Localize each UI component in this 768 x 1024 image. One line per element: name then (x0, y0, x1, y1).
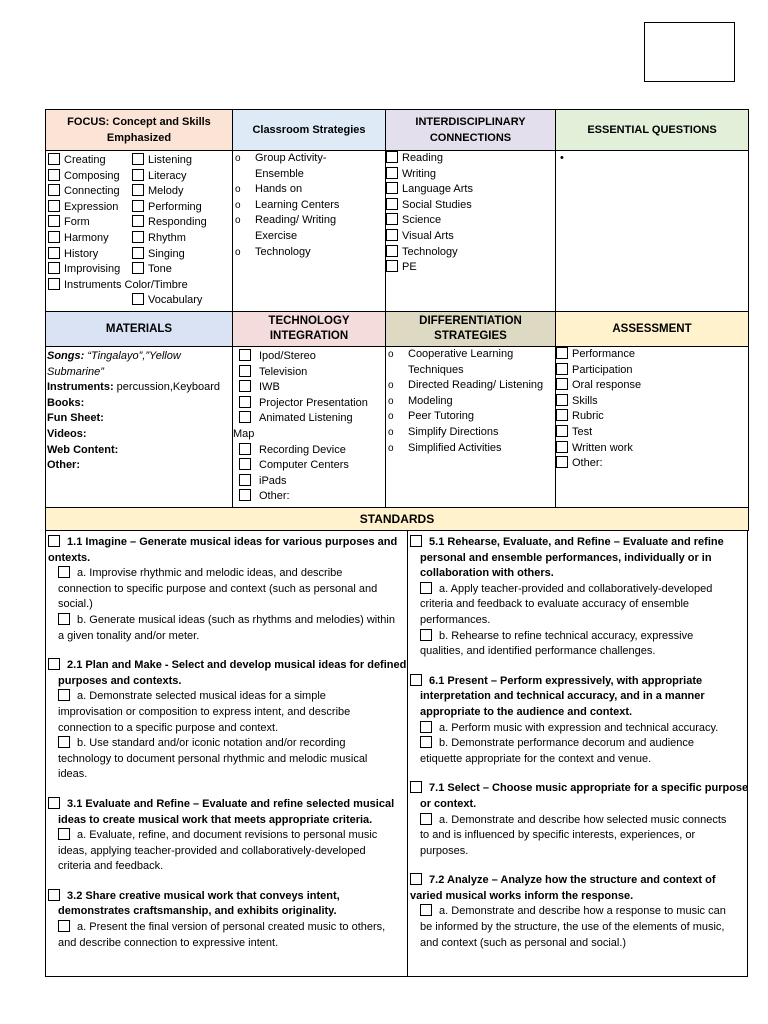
bullet-icon: o (235, 215, 241, 227)
checkbox[interactable] (58, 689, 70, 701)
standard-1-1: 1.1 Imagine – Generate musical ideas for various purposes and ontexts. a. Improvise rhythmic and melodic ideas, and describe connection to specific purpose and context (such as personal and social.) b. Generate musical ideas (such as rhythms and melodies) within a given tonality and/or meter. (48, 536, 398, 642)
checkbox[interactable] (132, 231, 144, 243)
interdisciplinary-item[interactable]: Technology (386, 245, 555, 261)
checkbox[interactable] (410, 873, 422, 885)
interdisciplinary-item[interactable]: PE (386, 260, 555, 276)
checkbox[interactable] (132, 262, 144, 274)
checkbox[interactable] (556, 347, 568, 359)
checkbox[interactable] (58, 828, 70, 840)
checkbox[interactable] (386, 260, 398, 272)
checkbox[interactable] (239, 474, 251, 486)
focus-item[interactable]: Singing (132, 247, 207, 263)
focus-item[interactable]: Responding (132, 215, 207, 231)
focus-item[interactable]: Instruments Color/Timbre (48, 278, 188, 294)
checkbox[interactable] (386, 245, 398, 257)
checkbox[interactable] (386, 198, 398, 210)
focus-cell (46, 151, 233, 312)
checkbox[interactable] (48, 262, 60, 274)
checkbox[interactable] (48, 200, 60, 212)
checkbox[interactable] (132, 215, 144, 227)
interdisciplinary-item[interactable]: Visual Arts (386, 229, 555, 245)
checkbox[interactable] (386, 213, 398, 225)
checkbox[interactable] (132, 247, 144, 259)
assessment-item[interactable]: Written work (556, 441, 748, 457)
focus-item[interactable]: Melody (132, 184, 207, 200)
materials-other: Other: (47, 459, 80, 472)
checkbox[interactable] (410, 535, 422, 547)
strategy-item: Learning Centers (255, 198, 340, 211)
bullet-icon: o (235, 246, 241, 258)
interdisciplinary-item[interactable]: Science (386, 213, 555, 229)
blank-corner-box (644, 22, 735, 82)
assessment-cell (556, 347, 749, 508)
interdisciplinary-item[interactable]: Writing (386, 167, 555, 183)
standard-7-2: 7.2 Analyze – Analyze how the structure and context of varied musical works inform the response. a. Demonstrate and describe how a response to music can be informed by the structure, the use of the elements of music, and context (such as personal and social.) (410, 874, 726, 949)
materials-songs: Songs: “Tingalayo”,”Yellow Submarine” (47, 350, 181, 378)
technology-item[interactable]: IWB (233, 380, 385, 396)
technology-item[interactable]: Other: (233, 489, 385, 505)
technology-item[interactable]: Projector Presentation (233, 396, 385, 412)
focus-item[interactable]: Vocabulary (132, 293, 207, 309)
checkbox[interactable] (58, 920, 70, 932)
standard-3-1: 3.1 Evaluate and Refine – Evaluate and refine selected musical ideas to create musical work that meets appropriate criteria. a. Evaluate, refine, and document revisions to personal music ideas, applying teacher-provided and collaboratively-developed criteria and feedback. (48, 797, 405, 875)
focus-item-color-timbre: Color/Timbre (124, 278, 188, 291)
assessment-item[interactable]: Oral response (556, 378, 748, 394)
strategy-item: Group Activity- (255, 152, 327, 164)
checkbox[interactable] (58, 566, 70, 578)
bullet-icon: • (560, 152, 564, 164)
checkbox[interactable] (239, 380, 251, 392)
header-assessment: ASSESSMENT (556, 312, 749, 347)
checkbox[interactable] (58, 736, 70, 748)
checkbox[interactable] (132, 184, 144, 196)
focus-item[interactable]: Harmony (48, 231, 188, 247)
checkbox[interactable] (239, 443, 251, 455)
checkbox[interactable] (48, 231, 60, 243)
differentiation-item-cont: Techniques (408, 363, 464, 376)
checkbox[interactable] (239, 349, 251, 361)
materials-fun-sheet: Fun Sheet: (47, 412, 104, 425)
header-differentiation: DIFFERENTIATION STRATEGIES (386, 312, 556, 347)
strategy-item-cont: Exercise (255, 229, 298, 242)
checkbox[interactable] (48, 169, 60, 181)
bullet-icon: o (235, 199, 241, 211)
header-technology-integration: TECHNOLOGY INTEGRATION (233, 312, 386, 347)
checkbox[interactable] (386, 229, 398, 241)
checkbox[interactable] (48, 153, 60, 165)
bullet-icon: o (388, 380, 394, 392)
focus-item[interactable]: Rhythm (132, 231, 207, 247)
checkbox[interactable] (132, 200, 144, 212)
assessment-item[interactable]: Performance (556, 347, 748, 363)
checkbox[interactable] (48, 184, 60, 196)
assessment-item[interactable]: Skills (556, 394, 748, 410)
checkbox[interactable] (556, 378, 568, 390)
differentiation-item: Modeling (408, 394, 453, 407)
materials-books: Books: (47, 396, 85, 409)
standard-7-1: 7.1 Select – Choose music appropriate for a specific purpose or context. a. Demonstrate and describe how selected music connects to and is influenced by specific interests, experiences, or purposes. (410, 781, 746, 859)
bullet-icon: o (388, 426, 394, 438)
interdisciplinary-cell (386, 151, 556, 312)
checkbox[interactable] (48, 535, 60, 547)
differentiation-cell (386, 347, 556, 508)
strategy-item: Reading/ Writing (255, 214, 337, 227)
checkbox[interactable] (420, 813, 432, 825)
checkbox[interactable] (556, 394, 568, 406)
technology-item[interactable]: iPads (233, 474, 385, 490)
focus-item[interactable]: Literacy (132, 169, 207, 185)
checkbox[interactable] (239, 365, 251, 377)
essential-questions-cell[interactable] (556, 151, 749, 312)
focus-item[interactable]: Expression (48, 200, 188, 216)
checkbox[interactable] (386, 167, 398, 179)
differentiation-item: Cooperative Learning (408, 348, 514, 360)
checkbox[interactable] (132, 153, 144, 165)
header-focus: FOCUS: Concept and Skills Emphasized (46, 110, 233, 151)
focus-item[interactable]: Performing (132, 200, 207, 216)
checkbox[interactable] (239, 396, 251, 408)
assessment-item[interactable]: Participation (556, 363, 748, 379)
interdisciplinary-item[interactable]: Language Arts (386, 182, 555, 198)
checkbox[interactable] (48, 215, 60, 227)
checkbox[interactable] (410, 781, 422, 793)
strategy-item: Technology (255, 245, 311, 258)
standard-2-1: 2.1 Plan and Make - Select and develop musical ideas for defined purposes and contexts. a. Demonstrate selected musical ideas for a simple improvisation or composition to express intent, and describe connection to a specific purpose and context. b. Use standard and/or iconic notation and/or recording technology to document personal rhythmic and melodic musical ideas. (48, 658, 405, 783)
standards-right-column (408, 531, 748, 965)
checkbox[interactable] (386, 151, 398, 163)
header-interdisciplinary: INTERDISCIPLINARY CONNECTIONS (386, 110, 556, 151)
focus-item[interactable]: Creating (48, 153, 188, 169)
standard-6-1: 6.1 Present – Perform expressively, with appropriate interpretation and technical accuracy, and in a manner appropriate to the audience and context. a. Perform music with expression and technical accuracy. b. Demonstrate performance decorum and audience etiquette appropriate for the context and venue. (410, 674, 746, 768)
materials-cell (46, 347, 233, 508)
technology-item[interactable]: Animated Listening (233, 411, 385, 427)
differentiation-item: Directed Reading/ Listening (408, 379, 544, 392)
checkbox[interactable] (239, 458, 251, 470)
bullet-icon: o (388, 411, 394, 423)
standards-title: STANDARDS (46, 508, 749, 531)
header-classroom-strategies: Classroom Strategies (233, 110, 386, 151)
focus-list-right (132, 153, 207, 309)
bullet-icon: o (235, 184, 241, 196)
focus-item[interactable]: Listening (132, 153, 207, 169)
checkbox[interactable] (132, 169, 144, 181)
standard-3-2: 3.2 Share creative musical work that conveys intent, demonstrates craftsmanship, and exhibits originality. a. Present the final version of personal created music to others, and describe connection to expressive intent. (48, 889, 405, 951)
differentiation-item: Simplify Directions (408, 425, 499, 438)
checkbox[interactable] (420, 721, 432, 733)
technology-item[interactable]: Television (233, 365, 385, 381)
focus-item[interactable]: Form (48, 215, 188, 231)
checkbox[interactable] (239, 411, 251, 423)
assessment-item[interactable]: Rubric (556, 409, 748, 425)
checkbox[interactable] (420, 629, 432, 641)
interdisciplinary-item[interactable]: Reading (386, 151, 555, 167)
materials-web-content: Web Content: (47, 443, 119, 456)
checkbox[interactable] (420, 582, 432, 594)
technology-item[interactable]: Recording Device (233, 443, 385, 459)
classroom-strategies-cell (233, 151, 386, 312)
header-materials: MATERIALS (46, 312, 233, 347)
checkbox[interactable] (48, 247, 60, 259)
checkbox[interactable] (58, 613, 70, 625)
strategy-item-cont: Ensemble (255, 167, 304, 180)
checkbox[interactable] (239, 489, 251, 501)
materials-videos: Videos: (47, 427, 87, 440)
bullet-icon: o (388, 395, 394, 407)
technology-item[interactable]: Ipod/Stereo (233, 349, 385, 365)
focus-item[interactable]: Composing (48, 169, 188, 185)
standards-left-column (46, 531, 407, 965)
focus-item[interactable]: History (48, 247, 188, 263)
differentiation-item: Simplified Activities (408, 441, 502, 454)
technology-cell (233, 347, 386, 508)
header-essential-questions: ESSENTIAL QUESTIONS (556, 110, 749, 151)
strategy-item: Hands on (255, 183, 303, 196)
interdisciplinary-item[interactable]: Social Studies (386, 198, 555, 214)
focus-item[interactable]: Connecting (48, 184, 188, 200)
checkbox[interactable] (556, 456, 568, 468)
checkbox[interactable] (410, 674, 422, 686)
materials-instruments: Instruments: percussion,Keyboard (47, 381, 221, 394)
lesson-plan-table (45, 109, 749, 531)
differentiation-item: Peer Tutoring (408, 410, 475, 423)
checkbox[interactable] (48, 658, 60, 670)
checkbox[interactable] (420, 904, 432, 916)
technology-item[interactable]: Computer Centers (233, 458, 385, 474)
checkbox[interactable] (48, 278, 60, 290)
checkbox[interactable] (556, 363, 568, 375)
checkbox[interactable] (48, 797, 60, 809)
bullet-icon: o (235, 153, 241, 164)
assessment-item[interactable]: Test (556, 425, 748, 441)
checkbox[interactable] (556, 409, 568, 421)
bullet-icon: o (388, 442, 394, 454)
checkbox[interactable] (556, 441, 568, 453)
focus-item[interactable]: Improvising (48, 262, 188, 278)
checkbox[interactable] (556, 425, 568, 437)
standard-5-1: 5.1 Rehearse, Evaluate, and Refine – Evaluate and refine personal and ensemble performances, individually or in collaboration with others. a. Apply teacher-provided and collaboratively-developed criteria and feedback to evaluate accuracy of ensemble performances. b. Rehearse to refine technical accuracy, expressive qualities, and identified performance challenges. (410, 535, 746, 660)
standards-body (45, 531, 748, 977)
focus-item[interactable]: Tone (132, 262, 207, 278)
checkbox[interactable] (420, 736, 432, 748)
checkbox[interactable] (132, 293, 144, 305)
checkbox[interactable] (48, 889, 60, 901)
technology-item-cont: Map (233, 427, 255, 440)
assessment-item[interactable]: Other: (556, 456, 748, 472)
bullet-icon: o (388, 349, 394, 360)
checkbox[interactable] (386, 182, 398, 194)
